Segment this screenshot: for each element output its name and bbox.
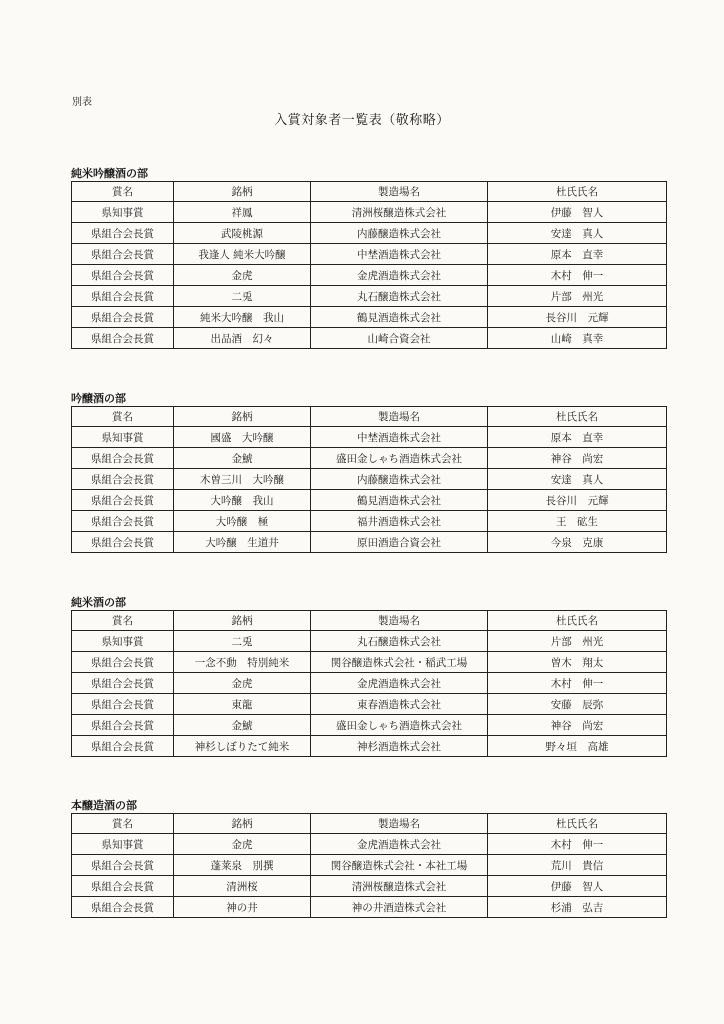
cell-brewer: 王 砿生 bbox=[488, 511, 667, 532]
cell-brand: 出品酒 幻々 bbox=[174, 328, 311, 349]
cell-brewer: 伊藤 智人 bbox=[488, 202, 667, 223]
cell-award: 県知事賞 bbox=[72, 631, 174, 652]
column-header-brewery: 製造場名 bbox=[311, 407, 488, 427]
cell-award: 県組合会長賞 bbox=[72, 897, 174, 918]
cell-brand: 蓬莱泉 別撰 bbox=[174, 855, 311, 876]
table-header-row bbox=[72, 182, 667, 202]
cell-award: 県組合会長賞 bbox=[72, 328, 174, 349]
table-row bbox=[72, 448, 667, 469]
cell-brewer: 神谷 尚宏 bbox=[488, 715, 667, 736]
cell-brewery: 丸石醸造株式会社 bbox=[311, 631, 488, 652]
cell-brand: 純米大吟醸 我山 bbox=[174, 307, 311, 328]
cell-brewer: 原本 直幸 bbox=[488, 427, 667, 448]
cell-brewery: 金虎酒造株式会社 bbox=[311, 834, 488, 855]
cell-award: 県知事賞 bbox=[72, 202, 174, 223]
cell-award: 県組合会長賞 bbox=[72, 244, 174, 265]
table-header-row bbox=[72, 611, 667, 631]
table-row bbox=[72, 244, 667, 265]
table-row bbox=[72, 265, 667, 286]
cell-brewer: 曽木 翔太 bbox=[488, 652, 667, 673]
cell-award: 県組合会長賞 bbox=[72, 307, 174, 328]
column-header-brewer: 杜氏氏名 bbox=[488, 407, 667, 427]
cell-brewery: 清洲桜醸造株式会社 bbox=[311, 876, 488, 897]
table-row bbox=[72, 511, 667, 532]
cell-brand: 金虎 bbox=[174, 673, 311, 694]
table-row bbox=[72, 532, 667, 553]
cell-award: 県組合会長賞 bbox=[72, 673, 174, 694]
cell-brand: 大吟醸 生道井 bbox=[174, 532, 311, 553]
cell-brewer: 今泉 克康 bbox=[488, 532, 667, 553]
table-row bbox=[72, 715, 667, 736]
table-row bbox=[72, 736, 667, 757]
cell-brewer: 木村 伸一 bbox=[488, 834, 667, 855]
cell-brand: 神杉しぼりたて純米 bbox=[174, 736, 311, 757]
cell-brand: 清洲桜 bbox=[174, 876, 311, 897]
cell-brewer: 長谷川 元輝 bbox=[488, 307, 667, 328]
cell-award: 県組合会長賞 bbox=[72, 532, 174, 553]
cell-brewer: 伊藤 智人 bbox=[488, 876, 667, 897]
cell-brewery: 清洲桜醸造株式会社 bbox=[311, 202, 488, 223]
document-title: 入賞対象者一覧表（敬称略） bbox=[274, 113, 450, 128]
cell-brewery: 中埜酒造株式会社 bbox=[311, 427, 488, 448]
cell-brand: 二兎 bbox=[174, 631, 311, 652]
cell-award: 県組合会長賞 bbox=[72, 448, 174, 469]
table-row bbox=[72, 834, 667, 855]
column-header-brand: 銘柄 bbox=[174, 182, 311, 202]
cell-brand: 金鯱 bbox=[174, 448, 311, 469]
cell-brand: 祥鳳 bbox=[174, 202, 311, 223]
table-row bbox=[72, 328, 667, 349]
column-header-brand: 銘柄 bbox=[174, 814, 311, 834]
table-row bbox=[72, 202, 667, 223]
cell-brand: 大吟醸 我山 bbox=[174, 490, 311, 511]
cell-brewery: 関谷醸造株式会社・本社工場 bbox=[311, 855, 488, 876]
cell-brand: 金鯱 bbox=[174, 715, 311, 736]
award-table bbox=[71, 813, 667, 918]
cell-award: 県組合会長賞 bbox=[72, 223, 174, 244]
cell-brewery: 山崎合資会社 bbox=[311, 328, 488, 349]
section-title: 純米吟醸酒の部 bbox=[71, 167, 148, 180]
page-label: 別表 bbox=[72, 97, 92, 108]
cell-award: 県組合会長賞 bbox=[72, 265, 174, 286]
cell-brand: 武陵桃源 bbox=[174, 223, 311, 244]
cell-brewery: 原田酒造合資会社 bbox=[311, 532, 488, 553]
cell-brewer: 山崎 真幸 bbox=[488, 328, 667, 349]
cell-brand: 一念不動 特別純米 bbox=[174, 652, 311, 673]
cell-brewery: 内藤醸造株式会社 bbox=[311, 469, 488, 490]
cell-award: 県組合会長賞 bbox=[72, 694, 174, 715]
cell-brewery: 東春酒造株式会社 bbox=[311, 694, 488, 715]
cell-brand: 大吟醸 極 bbox=[174, 511, 311, 532]
table-row bbox=[72, 694, 667, 715]
cell-brewer: 安達 真人 bbox=[488, 223, 667, 244]
cell-award: 県組合会長賞 bbox=[72, 736, 174, 757]
cell-brewery: 丸石醸造株式会社 bbox=[311, 286, 488, 307]
table-row bbox=[72, 469, 667, 490]
cell-award: 県組合会長賞 bbox=[72, 876, 174, 897]
table-row bbox=[72, 876, 667, 897]
table-row bbox=[72, 490, 667, 511]
table-header-row bbox=[72, 407, 667, 427]
cell-brewer: 杉浦 弘吉 bbox=[488, 897, 667, 918]
cell-award: 県組合会長賞 bbox=[72, 715, 174, 736]
cell-brand: 東龍 bbox=[174, 694, 311, 715]
cell-brewer: 木村 伸一 bbox=[488, 265, 667, 286]
section-junmai bbox=[71, 596, 666, 757]
cell-brewery: 鶴見酒造株式会社 bbox=[311, 490, 488, 511]
table-row bbox=[72, 673, 667, 694]
table-header-row bbox=[72, 814, 667, 834]
section-title: 純米酒の部 bbox=[71, 596, 126, 609]
cell-award: 県組合会長賞 bbox=[72, 490, 174, 511]
table-row bbox=[72, 307, 667, 328]
column-header-award: 賞名 bbox=[72, 611, 174, 631]
section-title: 本醸造酒の部 bbox=[71, 799, 137, 812]
cell-brewer: 神谷 尚宏 bbox=[488, 448, 667, 469]
cell-brewery: 盛田金しゃち酒造株式会社 bbox=[311, 715, 488, 736]
table-row bbox=[72, 855, 667, 876]
award-table bbox=[71, 406, 667, 553]
cell-brand: 金虎 bbox=[174, 265, 311, 286]
cell-brewery: 金虎酒造株式会社 bbox=[311, 265, 488, 286]
cell-brewery: 中埜酒造株式会社 bbox=[311, 244, 488, 265]
cell-award: 県組合会長賞 bbox=[72, 286, 174, 307]
cell-award: 県組合会長賞 bbox=[72, 469, 174, 490]
cell-award: 県組合会長賞 bbox=[72, 511, 174, 532]
column-header-award: 賞名 bbox=[72, 407, 174, 427]
cell-brewer: 長谷川 元輝 bbox=[488, 490, 667, 511]
cell-award: 県知事賞 bbox=[72, 427, 174, 448]
cell-brewer: 安藤 辰弥 bbox=[488, 694, 667, 715]
cell-award: 県組合会長賞 bbox=[72, 855, 174, 876]
table-row bbox=[72, 427, 667, 448]
award-table bbox=[71, 610, 667, 757]
cell-brewer: 安達 真人 bbox=[488, 469, 667, 490]
table-row bbox=[72, 286, 667, 307]
cell-brewery: 内藤醸造株式会社 bbox=[311, 223, 488, 244]
column-header-award: 賞名 bbox=[72, 182, 174, 202]
cell-brewery: 金虎酒造株式会社 bbox=[311, 673, 488, 694]
column-header-brand: 銘柄 bbox=[174, 407, 311, 427]
cell-brand: 金虎 bbox=[174, 834, 311, 855]
column-header-brewery: 製造場名 bbox=[311, 182, 488, 202]
table-row bbox=[72, 223, 667, 244]
cell-brand: 國盛 大吟醸 bbox=[174, 427, 311, 448]
column-header-brewer: 杜氏氏名 bbox=[488, 611, 667, 631]
cell-brewer: 野々垣 高雄 bbox=[488, 736, 667, 757]
cell-brewery: 関谷醸造株式会社・稲武工場 bbox=[311, 652, 488, 673]
cell-brand: 我逢人 純米大吟醸 bbox=[174, 244, 311, 265]
section-junmai-ginjo bbox=[71, 167, 666, 349]
section-title: 吟醸酒の部 bbox=[71, 392, 126, 405]
cell-award: 県知事賞 bbox=[72, 834, 174, 855]
table-row bbox=[72, 652, 667, 673]
cell-brewery: 盛田金しゃち酒造株式会社 bbox=[311, 448, 488, 469]
section-ginjo bbox=[71, 392, 666, 553]
column-header-brewer: 杜氏氏名 bbox=[488, 182, 667, 202]
cell-brewer: 原本 直幸 bbox=[488, 244, 667, 265]
column-header-brewer: 杜氏氏名 bbox=[488, 814, 667, 834]
cell-brewer: 片部 州光 bbox=[488, 631, 667, 652]
cell-brand: 木曽三川 大吟醸 bbox=[174, 469, 311, 490]
cell-brewery: 鶴見酒造株式会社 bbox=[311, 307, 488, 328]
section-honjozo bbox=[71, 799, 666, 918]
cell-brewer: 木村 伸一 bbox=[488, 673, 667, 694]
cell-brand: 神の井 bbox=[174, 897, 311, 918]
award-table bbox=[71, 181, 667, 349]
cell-brand: 二兎 bbox=[174, 286, 311, 307]
cell-brewery: 神杉酒造株式会社 bbox=[311, 736, 488, 757]
cell-brewer: 荒川 貴信 bbox=[488, 855, 667, 876]
cell-brewery: 神の井酒造株式会社 bbox=[311, 897, 488, 918]
cell-brewer: 片部 州光 bbox=[488, 286, 667, 307]
table-row bbox=[72, 631, 667, 652]
cell-brewery: 福井酒造株式会社 bbox=[311, 511, 488, 532]
column-header-brewery: 製造場名 bbox=[311, 814, 488, 834]
column-header-brewery: 製造場名 bbox=[311, 611, 488, 631]
column-header-award: 賞名 bbox=[72, 814, 174, 834]
table-row bbox=[72, 897, 667, 918]
cell-award: 県組合会長賞 bbox=[72, 652, 174, 673]
column-header-brand: 銘柄 bbox=[174, 611, 311, 631]
